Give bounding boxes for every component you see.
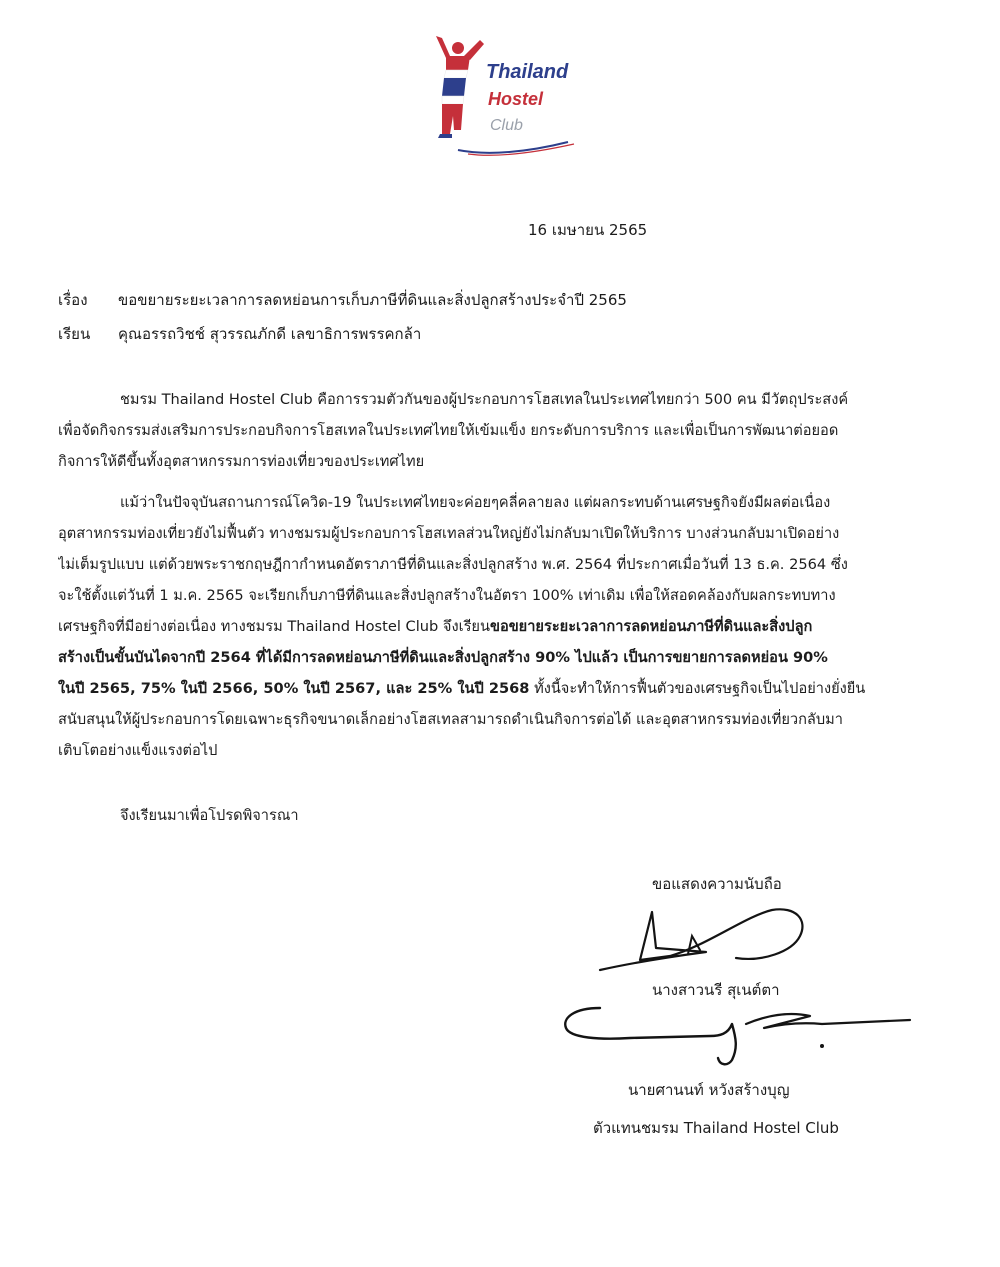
signatory-2-name: นายศานนท์ หวังสร้างบุญ — [628, 1081, 790, 1099]
paragraph-consider — [58, 800, 944, 831]
paragraph-line: เพื่อจัดกิจกรรมส่งเสริมการประกอบกิจการโฮสเทลในประเทศไทยให้เข้มแข็ง ยกระดับการบริการ และเพื่อเป็นการพัฒนาต่อยอด — [58, 422, 839, 439]
subject-label: เรื่อง — [58, 291, 88, 309]
logo-text-hostel: Hostel — [488, 89, 544, 109]
paragraph-line — [58, 673, 944, 704]
recipient-label: เรียน — [58, 325, 91, 343]
letter-date: 16 เมษายน 2565 — [528, 221, 648, 239]
paragraph-request — [58, 487, 944, 766]
signatory-1-name: นางสาวนรี สุเนต์ตา — [652, 981, 780, 999]
logo-text-club: Club — [490, 117, 523, 134]
recipient-row — [58, 322, 421, 346]
paragraph-line: สนับสนุนให้ผู้ประกอบการโดยเฉพาะธุรกิจขนาดเล็กอย่างโฮสเทลสามารถดำเนินกิจการต่อได้ และอุตสาหกรรมท่องเที่ยวกลับมา — [58, 711, 843, 728]
organization-name: ตัวแทนชมรม Thailand Hostel Club — [593, 1119, 839, 1137]
signature-2 — [560, 1004, 920, 1074]
logo-text-thailand: Thailand — [486, 61, 569, 83]
subject-text: ขอขยายระยะเวลาการลดหย่อนการเก็บภาษีที่ดินและสิ่งปลูกสร้างประจำปี 2565 — [118, 291, 627, 309]
recipient-text: คุณอรรถวิชช์ สุวรรณภักดี เลขาธิการพรรคกล้า — [118, 325, 422, 343]
request-bold-line: สร้างเป็นขั้นบันไดจากปี 2564 ที่ได้มีการลดหย่อนภาษีที่ดินและสิ่งปลูกสร้าง 90% ไปแล้ว เป็นการขยายการลดหย่อน 90% — [58, 649, 828, 666]
paragraph-line: แม้ว่าในปัจจุบันสถานการณ์โควิด-19 ในประเทศไทยจะค่อยๆคลี่คลายลง แต่ผลกระทบด้านเศรษฐกิจยังมีผลต่อเนื่อง — [120, 494, 831, 511]
paragraph-line: กิจการให้ดีขึ้นทั้งอุตสาหกรรมการท่องเที่ยวของประเทศไทย — [58, 453, 425, 470]
paragraph-intro — [58, 384, 944, 477]
subject-row — [58, 288, 627, 312]
paragraph-line: จะใช้ตั้งแต่วันที่ 1 ม.ค. 2565 จะเรียกเก็บภาษีที่ดินและสิ่งปลูกสร้างในอัตรา 100% เท่าเดิม เพื่อให้สอดคล้องกับผลกระทบทาง — [58, 587, 836, 604]
request-bold-text: ขอขยายระยะเวลาการลดหย่อนภาษีที่ดินและสิ่งปลูก — [489, 618, 813, 635]
signature-1 — [596, 902, 826, 976]
paragraph-text: เศรษฐกิจที่มีอย่างต่อเนื่อง ทางชมรม Thailand Hostel Club จึงเรียน — [58, 618, 490, 635]
paragraph-text: ทั้งนี้จะทำให้การฟื้นตัวของเศรษฐกิจเป็นไปอย่างยั่งยืน — [529, 680, 866, 697]
paragraph-line: ไม่เต็มรูปแบบ แต่ด้วยพระราชกฤษฎีกากำหนดอัตราภาษีที่ดินและสิ่งปลูกสร้าง พ.ศ. 2564 ที่ประกาศเมื่อวันที่ 13 ธ.ค. 2564 ซึ่ง — [58, 556, 848, 573]
closing-text: ขอแสดงความนับถือ — [652, 875, 782, 893]
paragraph-line: อุตสาหกรรมท่องเที่ยวยังไม่ฟื้นตัว ทางชมรมผู้ประกอบการโฮสเทลส่วนใหญ่ยังไม่กลับมาเปิดให้บริการ บางส่วนกลับมาเปิดอย่าง — [58, 525, 840, 542]
paragraph-line: เติบโตอย่างแข็งแรงต่อไป — [58, 742, 218, 759]
paragraph-line — [58, 611, 944, 642]
letterhead-logo — [428, 34, 588, 160]
paragraph-line: จึงเรียนมาเพื่อโปรดพิจารณา — [120, 807, 299, 824]
paragraph-line: ชมรม Thailand Hostel Club คือการรวมตัวกันของผู้ประกอบการโฮสเทลในประเทศไทยกว่า 500 คน มีวัตถุประสงค์ — [120, 391, 849, 408]
request-bold-text: ในปี 2565, 75% ในปี 2566, 50% ในปี 2567, และ 25% ในปี 2568 — [58, 680, 530, 697]
